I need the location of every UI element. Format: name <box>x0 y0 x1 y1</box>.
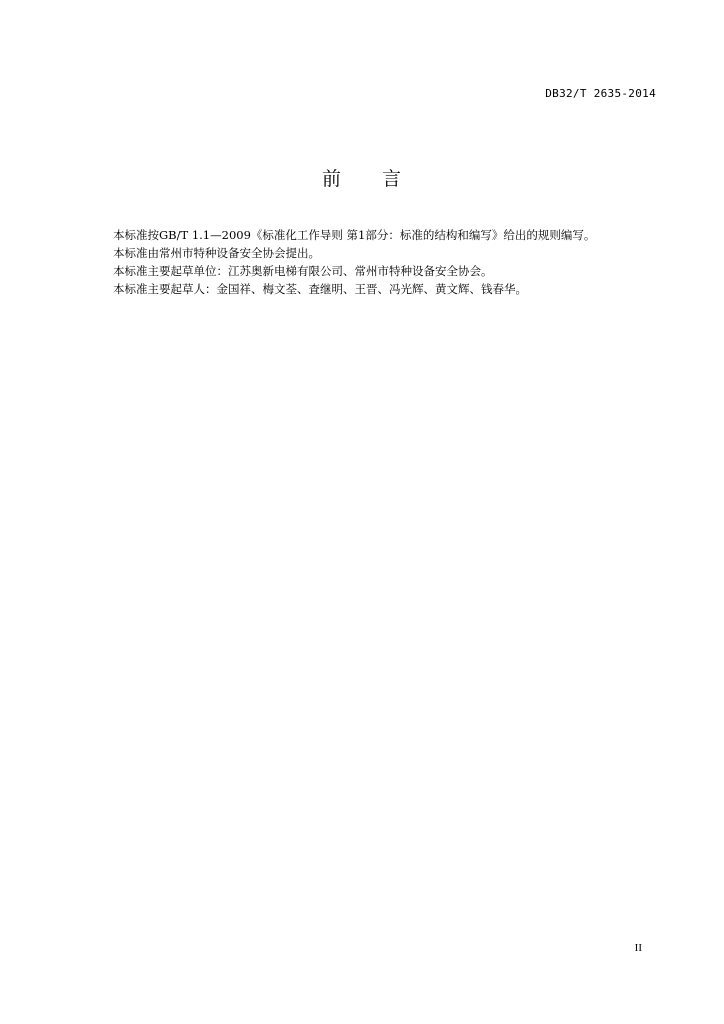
page-title: 前 言 <box>321 168 402 190</box>
foreword-line-proposer: 本标准由常州市特种设备安全协会提出。 <box>113 246 320 260</box>
standard-code: DB32/T 2635-2014 <box>545 87 656 100</box>
foreword-line-drafting-units: 本标准主要起草单位：江苏奥新电梯有限公司、常州市特种设备安全协会。 <box>113 264 493 278</box>
page-number: II <box>634 942 642 954</box>
foreword-line-drafting-rules: 本标准按GB/T 1.1—2009《标准化工作导则 第1部分：标准的结构和编写》给出的规则编写。 <box>113 228 596 242</box>
foreword-body <box>113 226 673 298</box>
foreword-line-drafters: 本标准主要起草人：金国祥、梅文荃、査继明、王晋、冯光辉、黄文辉、钱春华。 <box>113 282 527 296</box>
